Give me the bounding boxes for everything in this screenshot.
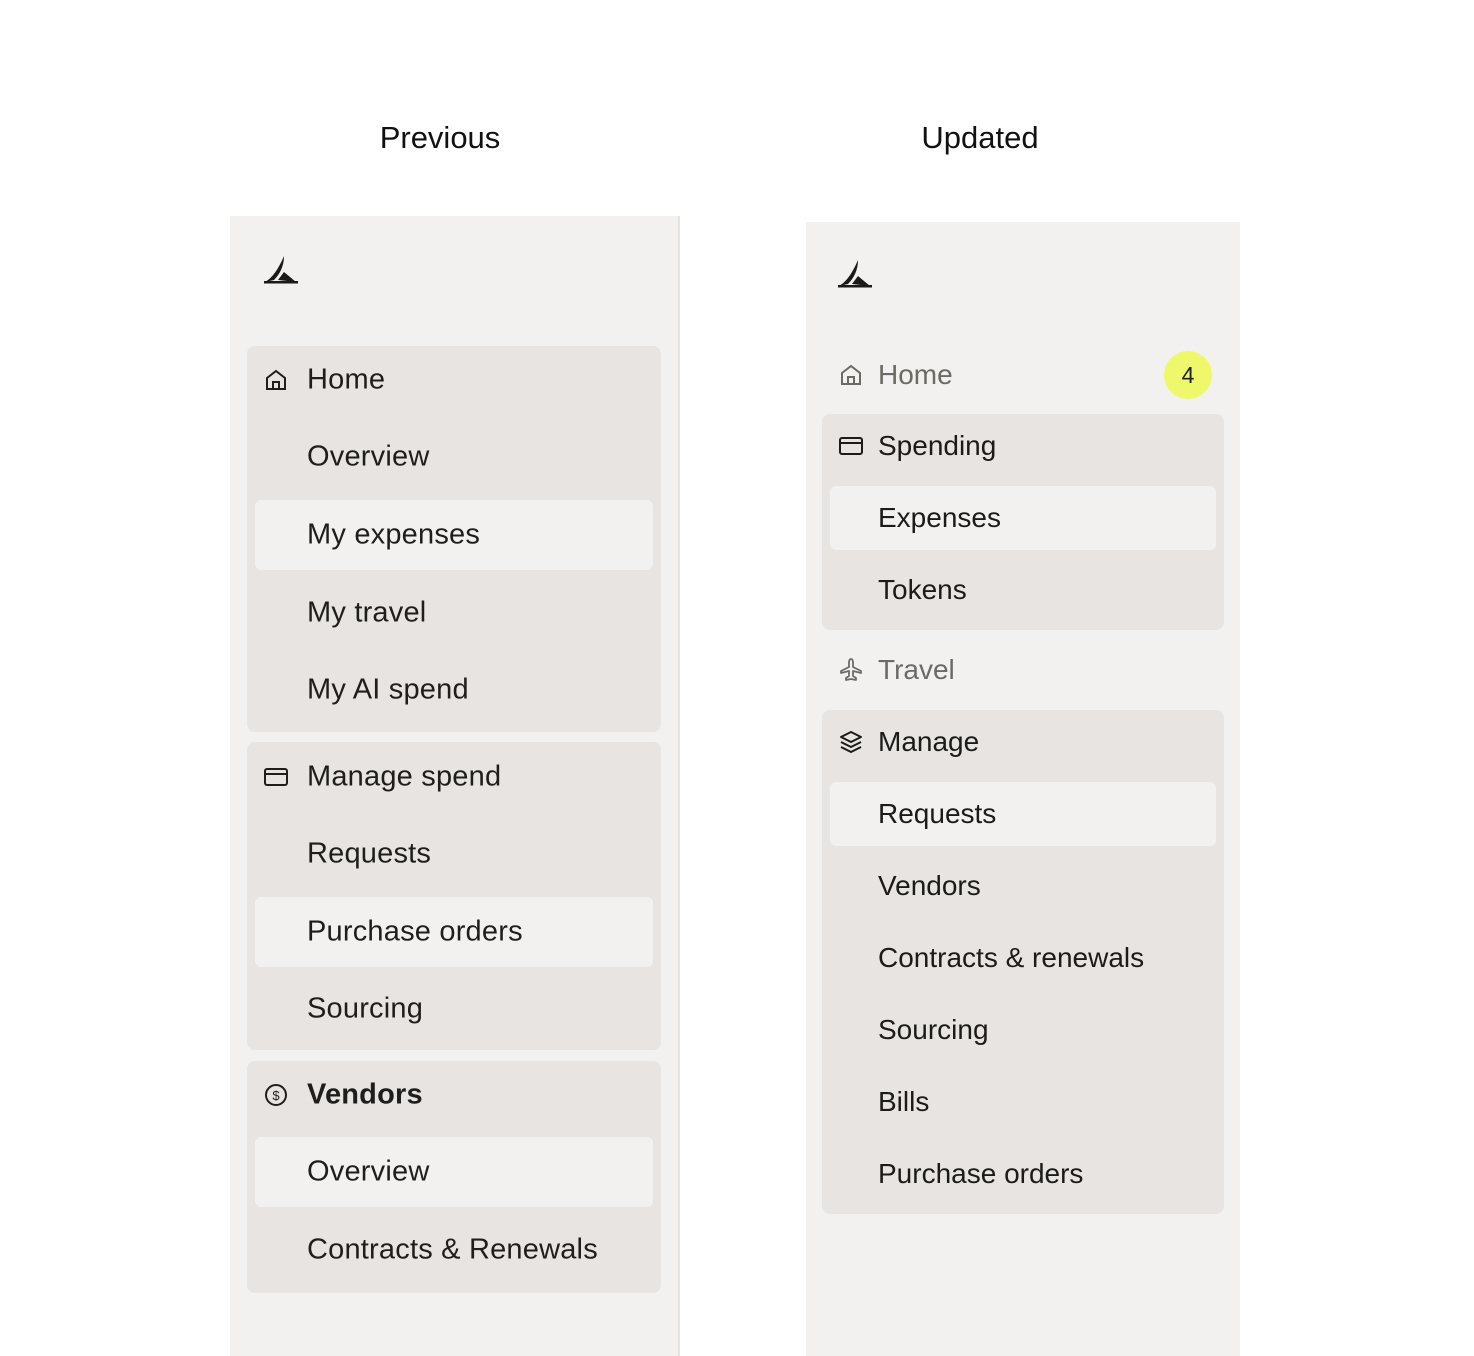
sidebar-item-spending[interactable] (830, 414, 1216, 478)
sidebar-item-purchase-orders[interactable] (255, 897, 653, 967)
sidebar-item-label: My expenses (307, 518, 481, 551)
card-icon (838, 433, 864, 459)
sidebar-item-label: Travel (878, 654, 955, 685)
sidebar-item-label: Requests (307, 837, 432, 870)
sidebar-item-label: Manage spend (307, 760, 502, 793)
sidebar-item-overview[interactable] (255, 423, 653, 491)
sidebar-item-label: My travel (307, 596, 427, 629)
sidebar-item-vendors[interactable] (255, 1061, 653, 1129)
sidebar-item-vendors[interactable] (830, 854, 1216, 918)
sidebar-item-my-expenses[interactable] (255, 500, 653, 570)
card-icon (263, 764, 289, 790)
sidebar-item-sourcing[interactable] (255, 975, 653, 1043)
updated-column-title: Updated (921, 120, 1039, 155)
home-group (247, 346, 661, 732)
sidebar-item-tokens[interactable] (830, 558, 1216, 622)
vendors-group (247, 1061, 661, 1293)
sidebar-item-bills[interactable] (830, 1070, 1216, 1134)
sidebar-item-label: Expenses (878, 502, 1001, 533)
brand-logo[interactable] (262, 248, 302, 288)
sidebar-item-label: Spending (878, 430, 997, 461)
home-icon (838, 362, 864, 388)
sidebar-item-label: Sourcing (307, 992, 424, 1025)
sidebar-item-expenses[interactable] (830, 486, 1216, 550)
sidebar-item-my-ai-spend[interactable] (255, 656, 653, 724)
svg-text:$: $ (272, 1088, 280, 1103)
home-icon (263, 367, 289, 393)
spending-group (822, 414, 1224, 630)
sidebar-item-purchase-orders[interactable] (830, 1142, 1216, 1206)
sidebar-item-label: My AI spend (307, 673, 469, 706)
sidebar-item-contracts-renewals[interactable] (255, 1216, 653, 1284)
previous-sidebar (230, 216, 680, 1356)
sidebar-item-sourcing[interactable] (830, 998, 1216, 1062)
sidebar-item-contracts-renewals[interactable] (830, 926, 1216, 990)
sidebar-item-requests[interactable] (255, 820, 653, 888)
sidebar-item-label: Vendors (878, 870, 981, 901)
sidebar-item-home[interactable] (830, 342, 1222, 408)
sidebar-item-label: Purchase orders (878, 1158, 1084, 1189)
sidebar-item-label: Contracts & Renewals (307, 1233, 598, 1266)
sidebar-item-label: Contracts & renewals (878, 942, 1145, 973)
sidebar-item-label: Manage (878, 726, 980, 757)
sidebar-item-label: Home (878, 359, 953, 390)
updated-sidebar (806, 222, 1240, 1356)
layers-icon (838, 729, 864, 755)
manage-spend-group (247, 742, 661, 1050)
sidebar-item-label: Bills (878, 1086, 930, 1117)
sidebar-item-requests[interactable] (830, 782, 1216, 846)
sidebar-item-vendors-overview[interactable] (255, 1137, 653, 1207)
sidebar-item-label: Home (307, 363, 386, 396)
brand-logo[interactable] (836, 252, 876, 292)
sidebar-item-label: Overview (307, 1155, 430, 1188)
notification-badge: 4 (1164, 351, 1212, 399)
sidebar-item-label: Sourcing (878, 1014, 989, 1045)
sidebar-item-my-travel[interactable] (255, 579, 653, 647)
plane-icon (838, 657, 864, 683)
sidebar-item-home[interactable] (255, 346, 653, 414)
previous-column-title: Previous (379, 120, 501, 155)
sidebar-item-label: Requests (878, 798, 997, 829)
dollar-circle-icon (263, 1082, 289, 1108)
sidebar-item-travel[interactable] (830, 638, 1222, 702)
sidebar-item-manage[interactable] (830, 710, 1216, 774)
manage-group (822, 710, 1224, 1214)
sidebar-item-label: Tokens (878, 574, 967, 605)
sidebar-item-label: Purchase orders (307, 915, 523, 948)
sidebar-item-manage-spend[interactable] (255, 742, 653, 812)
sidebar-item-label: Vendors (307, 1078, 423, 1111)
sidebar-item-label: Overview (307, 440, 430, 473)
